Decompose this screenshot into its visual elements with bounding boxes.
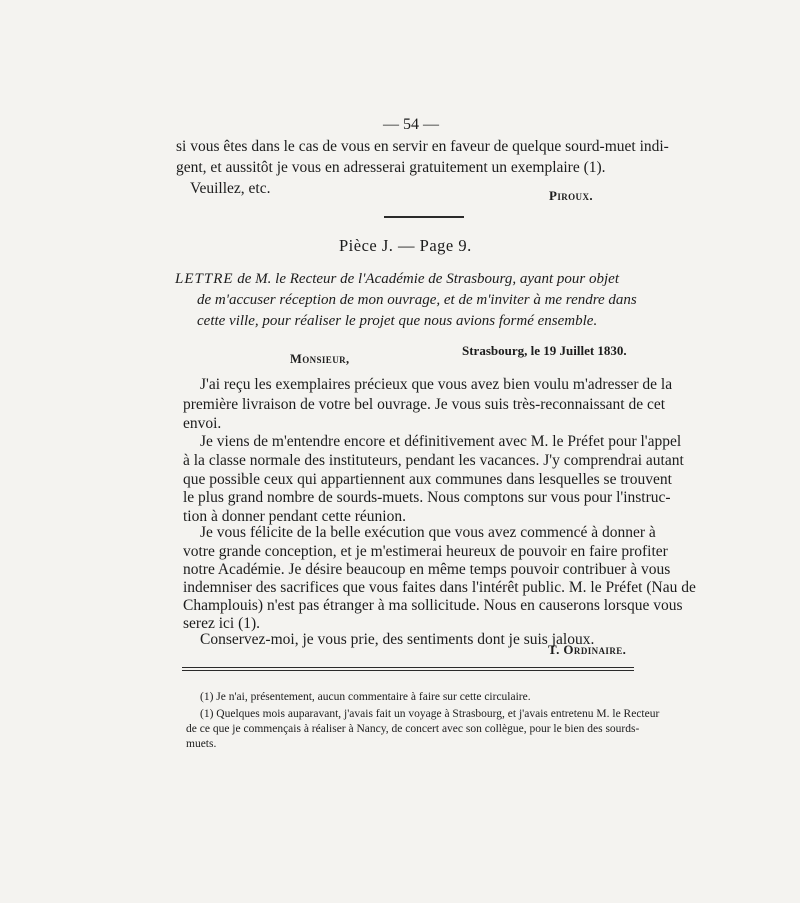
letter-line: Conservez-moi, je vous prie, des sentiments dont je suis jaloux. bbox=[200, 631, 595, 648]
heading-lead: LETTRE bbox=[175, 271, 234, 287]
carryover-line: Veuillez, etc. bbox=[190, 180, 271, 197]
place-date: Strasbourg, le 19 Juillet 1830. bbox=[462, 343, 627, 358]
letter-signature: T. Ordinaire. bbox=[548, 642, 627, 657]
letter-line: votre grande conception, et je m'estimerai heureux de pouvoir en faire profiter bbox=[183, 543, 668, 560]
section-divider bbox=[384, 216, 464, 218]
footnote: (1) Quelques mois auparavant, j'avais fait un voyage à Strasbourg, et j'avais entretenu M. le Recteur bbox=[200, 708, 660, 720]
carryover-line: gent, et aussitôt je vous en adresserai gratuitement un exemplaire (1). bbox=[176, 159, 606, 176]
letter-line: à la classe normale des instituteurs, pendant les vacances. J'y comprendrai autant bbox=[183, 452, 684, 469]
footnote: (1) Je n'ai, présentement, aucun commentaire à faire sur cette circulaire. bbox=[200, 691, 531, 703]
salutation: Monsieur, bbox=[290, 352, 350, 366]
carryover-signature: Piroux. bbox=[549, 188, 593, 203]
letter-line: indemniser des sacrifices que vous faites dans l'intérêt public. M. le Préfet (Nau de bbox=[183, 579, 696, 596]
letter-line: le plus grand nombre de sourds-muets. Nous comptons sur vous pour l'instruc- bbox=[183, 489, 671, 506]
heading-line-3: cette ville, pour réaliser le projet que nous avions formé ensemble. bbox=[197, 313, 598, 329]
letter-line: Je vous félicite de la belle exécution que vous avez commencé à donner à bbox=[200, 524, 656, 541]
footnote-rule-bottom bbox=[182, 670, 634, 671]
piece-title: Pièce J. — Page 9. bbox=[339, 236, 472, 255]
letter-line: J'ai reçu les exemplaires précieux que vous avez bien voulu m'adresser de la bbox=[200, 376, 673, 393]
letter-line: Je viens de m'entendre encore et définitivement avec M. le Préfet pour l'appel bbox=[200, 433, 682, 450]
letter-line: première livraison de votre bel ouvrage. Je vous suis très-reconnaissant de cet bbox=[183, 396, 666, 413]
letter-line: notre Académie. Je désire beaucoup en même temps pouvoir contribuer à vous bbox=[183, 561, 671, 578]
heading-text: de M. le Recteur de l'Académie de Strasbourg, ayant pour objet bbox=[233, 271, 619, 287]
page-number: — 54 — bbox=[383, 116, 439, 133]
footnote: muets. bbox=[186, 738, 217, 750]
footnote: de ce que je commençais à réaliser à Nancy, de concert avec son collègue, pour le bien des sourds- bbox=[186, 723, 640, 735]
letter-line: que possible ceux qui appartiennent aux communes dans lesquelles se trouvent bbox=[183, 471, 672, 488]
letter-line: Champlouis) n'est pas étranger à ma sollicitude. Nous en causerons lorsque vous bbox=[183, 597, 683, 614]
letter-line: tion à donner pendant cette réunion. bbox=[183, 508, 406, 525]
letter-line: envoi. bbox=[183, 415, 222, 432]
heading-line-2: de m'accuser réception de mon ouvrage, et de m'inviter à me rendre dans bbox=[197, 292, 637, 308]
footnote-rule-top bbox=[182, 667, 634, 668]
carryover-line: si vous êtes dans le cas de vous en servir en faveur de quelque sourd-muet indi- bbox=[176, 138, 669, 155]
letter-line: serez ici (1). bbox=[183, 615, 261, 632]
heading-line-1 bbox=[175, 271, 619, 288]
